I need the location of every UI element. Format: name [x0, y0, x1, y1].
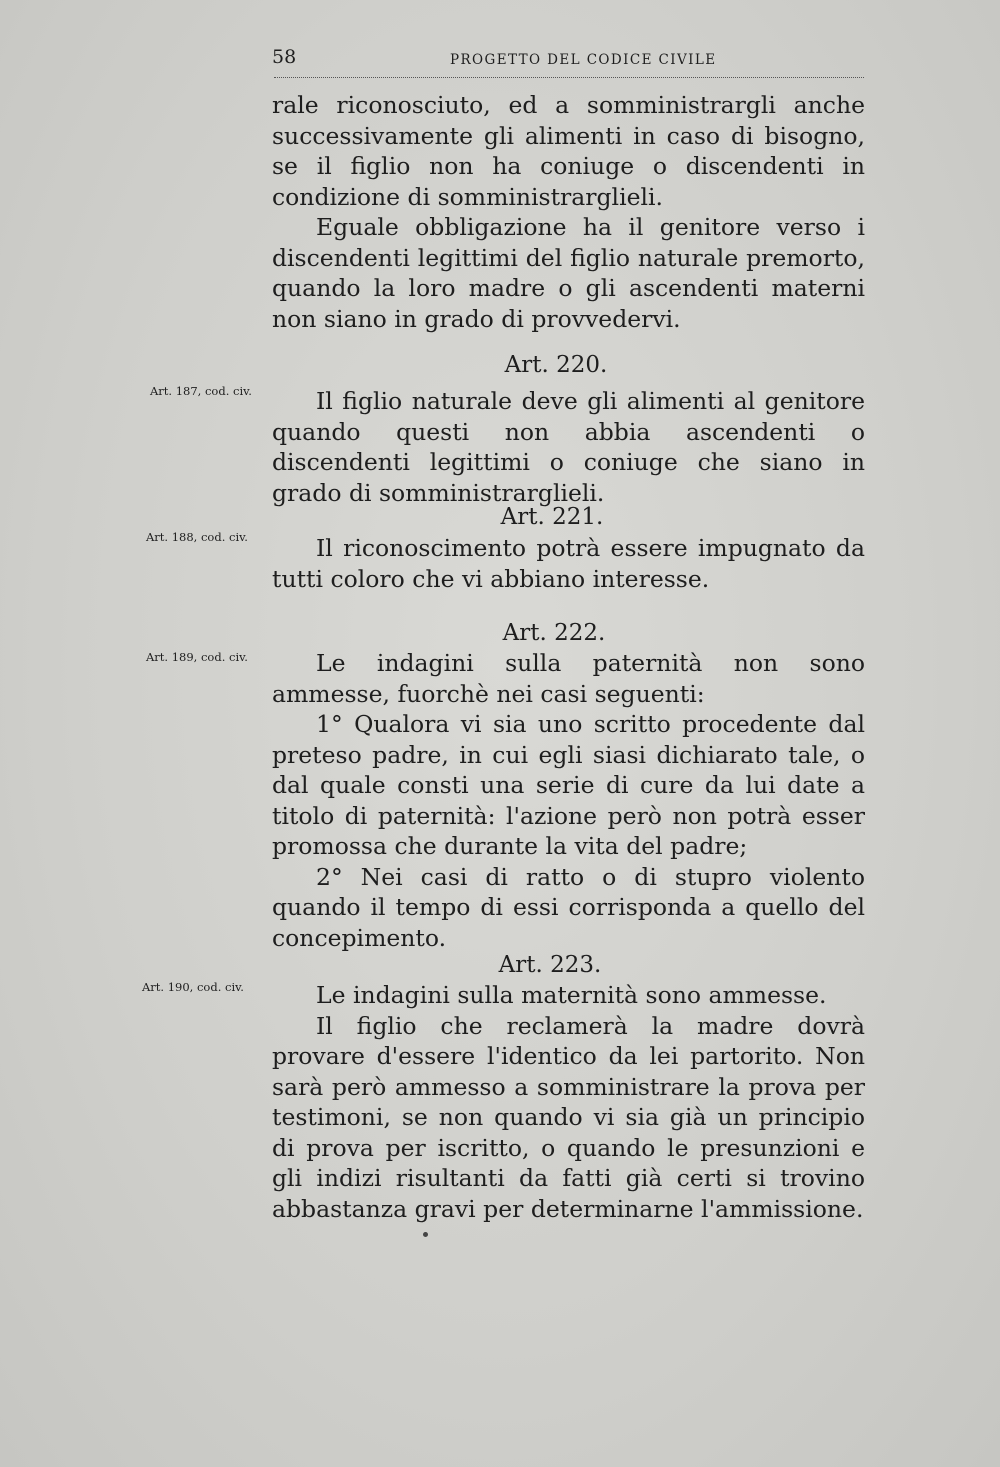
intro-text [272, 90, 865, 334]
article-222-body [272, 648, 865, 953]
running-title: PROGETTO DEL CODICE CIVILE [450, 52, 717, 68]
article-220-body [272, 386, 865, 508]
page-header [272, 46, 865, 76]
article-220-margin-ref: Art. 187, cod. civ. [150, 384, 252, 398]
article-221-heading: Art. 221. [500, 504, 604, 530]
article-222-paragraph-2: 1° Qualora vi sia uno scritto procedente dal preteso padre, in cui egli siasi dichiarato tale, o dal quale consti una serie di cure da lui date a titolo di paternità: l'azione però non potrà esser promossa che durante la vita del padre; [272, 710, 865, 860]
article-222-paragraph-1: Le indagini sulla paternità non sono ammesse, fuorchè nei casi seguenti: [272, 649, 865, 708]
article-222-margin-ref: Art. 189, cod. civ. [146, 650, 248, 664]
intro-paragraph-2: Eguale obbligazione ha il genitore verso i discendenti legittimi del figlio naturale premorto, quando la loro madre o gli ascendenti materni non siano in grado di provvedervi. [272, 213, 865, 333]
article-221-body [272, 533, 865, 594]
article-222-heading: Art. 222. [502, 620, 606, 646]
page-number: 58 [272, 46, 297, 68]
intro-paragraph-1: rale riconosciuto, ed a somministrargli anche successivamente gli alimenti in caso di bisogno, se il figlio non ha coniuge o discendenti in condizione di somministrarglieli. [272, 91, 865, 211]
article-223-heading: Art. 223. [498, 952, 602, 978]
article-220-paragraph: Il figlio naturale deve gli alimenti al genitore quando questi non abbia ascendenti o discendenti legittimi o coniuge che siano in grado di somministrarglieli. [272, 387, 865, 507]
article-223-paragraph-2: Il figlio che reclamerà la madre dovrà provare d'essere l'identico da lei partorito. Non sarà però ammesso a somministrare la prova per testimoni, se non quando vi sia già un principio di prova per iscritto, o quando le presunzioni e gli indizi risultanti da fatti già certi si trovino abbastanza gravi per determinarne l'ammissione. [272, 1011, 865, 1223]
article-223-paragraph-1: Le indagini sulla maternità sono ammesse. [316, 981, 827, 1009]
ink-dot [423, 1232, 428, 1237]
article-223-body [272, 980, 865, 1224]
header-rule [274, 77, 864, 78]
article-221-paragraph: Il riconoscimento potrà essere impugnato da tutti coloro che vi abbiano interesse. [272, 534, 865, 593]
article-220-heading: Art. 220. [504, 352, 608, 378]
article-221-margin-ref: Art. 188, cod. civ. [146, 530, 248, 544]
article-222-paragraph-3: 2° Nei casi di ratto o di stupro violento quando il tempo di essi corrisponda a quello del concepimento. [272, 862, 865, 952]
article-223-margin-ref: Art. 190, cod. civ. [142, 980, 244, 994]
